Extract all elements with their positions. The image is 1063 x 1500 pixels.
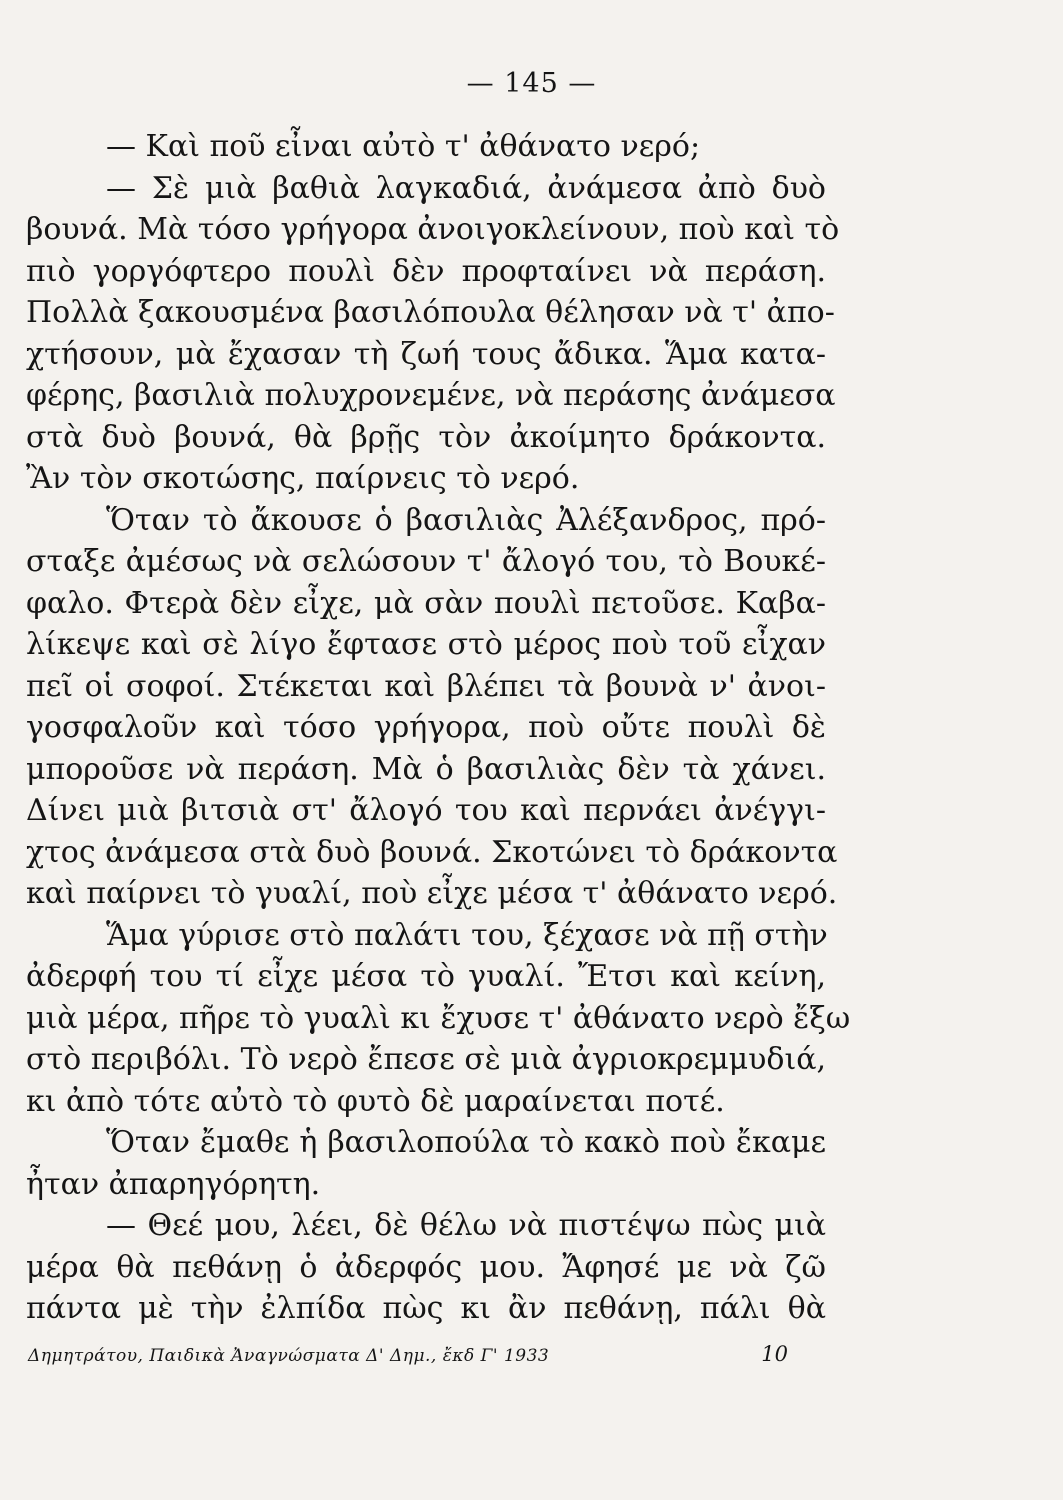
text-line: χτος ἀνάμεσα στὰ δυὸ βουνά. Σκοτώνει τὸ δράκοντα xyxy=(26,834,838,870)
text-line: φαλο. Φτερὰ δὲν εἶχε, μὰ σὰν πουλὶ πετοῦσε. Καβα- xyxy=(26,585,826,621)
text-line: κι ἀπὸ τότε αὐτὸ τὸ φυτὸ δὲ μαραίνεται ποτέ. xyxy=(26,1083,725,1119)
text-line: μέρα θὰ πεθάνῃ ὁ ἀδερφός μου. Ἄφησέ με νὰ ζῶ xyxy=(26,1249,826,1285)
text-line: Πολλὰ ξακουσμένα βασιλόπουλα θέλησαν νὰ τ' ἀπο- xyxy=(26,295,835,330)
text-line: — Σὲ μιὰ βαθιὰ λαγκαδιά, ἀνάμεσα ἀπὸ δυὸ xyxy=(106,170,826,206)
imprint-line: Δημητράτου, Παιδικὰ Ἀναγνώσματα Δ' Δημ., ἔκδ Γ' 1933 xyxy=(28,1346,550,1366)
text-line: ἦταν ἀπαρηγόρητη. xyxy=(26,1166,321,1202)
text-line: Δίνει μιὰ βιτσιὰ στ' ἄλογό του καὶ περνάει ἀνέγγι- xyxy=(26,793,826,828)
text-line: Ὅταν τὸ ἄκουσε ὁ βασιλιὰς Ἀλέξανδρος, πρό- xyxy=(106,502,826,538)
body-text xyxy=(26,126,851,1330)
text-line: ἀδερφή του τί εἶχε μέσα τὸ γυαλί. Ἔτσι καὶ κείνη, xyxy=(26,959,826,994)
text-line: — Θεέ μου, λέει, δὲ θέλω νὰ πιστέψω πὼς μιὰ xyxy=(106,1208,826,1243)
text-line: φέρης, βασιλιὰ πολυχρονεμένε, νὰ περάσης ἀνάμεσα xyxy=(26,378,836,413)
text-line: πάντα μὲ τὴν ἐλπίδα πὼς κι ἂν πεθάνῃ, πάλι θὰ xyxy=(26,1291,826,1326)
text-line: χτήσουν, μὰ ἔχασαν τὴ ζωή τους ἄδικα. Ἅμα κατα- xyxy=(26,336,826,372)
text-line: σταξε ἀμέσως νὰ σελώσουν τ' ἄλογό του, τὸ Βουκέ- xyxy=(26,544,826,579)
text-line: στὰ δυὸ βουνά, θὰ βρῇς τὸν ἀκοίμητο δράκοντα. xyxy=(26,419,826,455)
text-line: Ἂν τὸν σκοτώσης, παίρνεις τὸ νερό. xyxy=(26,461,580,496)
text-line: πεῖ οἱ σοφοί. Στέκεται καὶ βλέπει τὰ βουνὰ ν' ἀνοι- xyxy=(26,668,826,704)
page-number: — 145 — xyxy=(466,68,597,99)
text-line: μποροῦσε νὰ περάση. Μὰ ὁ βασιλιὰς δὲν τὰ χάνει. xyxy=(26,751,826,787)
text-line: Ὅταν ἔμαθε ἡ βασιλοπούλα τὸ κακὸ ποὺ ἔκαμε xyxy=(106,1125,826,1160)
text-line: γοσφαλοῦν καὶ τόσο γρήγορα, ποὺ οὔτε πουλὶ δὲ xyxy=(26,710,826,745)
text-line: Ἅμα γύρισε στὸ παλάτι του, ξέχασε νὰ πῇ στὴν xyxy=(106,917,828,953)
text-line: πιὸ γοργόφτερο πουλὶ δὲν προφταίνει νὰ περάση. xyxy=(26,253,826,289)
text-line: — Καὶ ποῦ εἶναι αὐτὸ τ' ἀθάνατο νερό; xyxy=(106,129,701,164)
text-line: καὶ παίρνει τὸ γυαλί, ποὺ εἶχε μέσα τ' ἀθάνατο νερό. xyxy=(26,876,838,911)
text-line: μιὰ μέρα, πῆρε τὸ γυαλὶ κι ἔχυσε τ' ἀθάνατο νερὸ ἔξω xyxy=(26,1000,851,1036)
text-line: λίκεψε καὶ σὲ λίγο ἔφτασε στὸ μέρος ποὺ τοῦ εἶχαν xyxy=(26,627,826,662)
signature-mark: 10 xyxy=(761,1342,788,1366)
text-line: στὸ περιβόλι. Τὸ νερὸ ἔπεσε σὲ μιὰ ἀγριοκρεμμυδιά, xyxy=(26,1042,826,1077)
text-line: βουνά. Μὰ τόσο γρήγορα ἀνοιγοκλείνουν, ποὺ καὶ τὸ xyxy=(26,212,840,247)
